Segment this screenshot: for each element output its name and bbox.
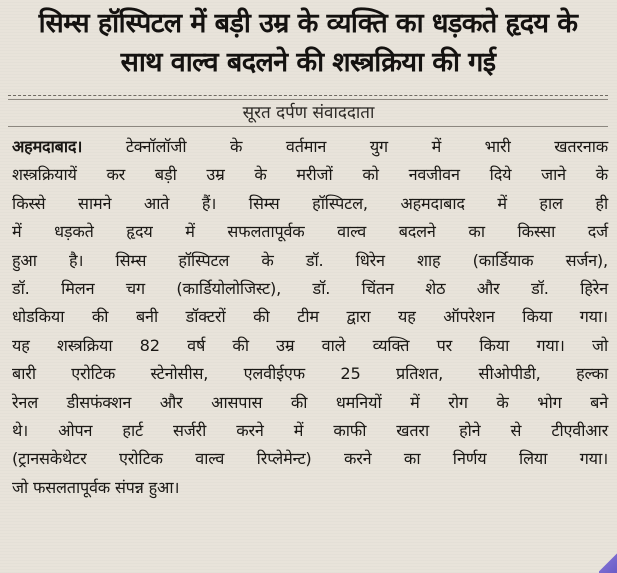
headline-line-1: सिम्स हॉस्पिटल में बड़ी उम्र के व्यक्ति का धड़कते हृदय के xyxy=(38,8,578,39)
rule-divider xyxy=(8,126,608,127)
article-line: धोडकिया की बनी डॉक्टरों की टीम द्वारा यह ऑपरेशन किया गया। xyxy=(12,307,608,327)
article-body xyxy=(12,133,608,502)
article-line: में धड़कते हृदय में सफलतापूर्वक वाल्व बदलने का किस्सा दर्ज xyxy=(12,222,608,242)
article-line-text: टेक्नॉलॉजी के वर्तमान युग में भारी खतरनाक xyxy=(82,137,608,156)
rule-divider xyxy=(8,99,608,100)
article-line: शस्त्रक्रियायें कर बड़ी उम्र के मरीजों को नवजीवन दिये जाने के xyxy=(12,165,608,185)
headline xyxy=(6,4,610,82)
article-line: (ट्रानसकेथेटर एरोटिक वाल्व रिप्लेमेन्ट) करने का निर्णय लिया गया। xyxy=(12,449,608,469)
headline-line-2: साथ वाल्व बदलने की शस्त्रक्रिया की गई xyxy=(120,47,496,78)
byline: सूरत दर्पण संवाददाता xyxy=(242,103,375,123)
article-line: किस्से सामने आते हैं। सिम्स हॉस्पिटल, अहमदाबाद में हाल ही xyxy=(12,193,608,213)
article-line: डॉ. मिलन चग (कार्डियोलोजिस्ट), डॉ. चिंतन शेठ और डॉ. हिरेन xyxy=(12,279,608,299)
page-corner-decoration xyxy=(599,547,617,573)
rule-divider xyxy=(8,95,608,96)
article-line: हुआ है। सिम्स हॉस्पिटल के डॉ. धिरेन शाह (कार्डियाक सर्जन), xyxy=(12,250,608,270)
article-line: जो फसलतापूर्वक संपन्न हुआ। xyxy=(12,477,180,497)
dateline: अहमदाबाद। xyxy=(12,137,83,156)
article-line: यह शस्त्रक्रिया 82 वर्ष की उम्र वाले व्यक्ति पर किया गया। जो xyxy=(12,335,608,355)
article-line: रेनल डीसफंक्शन और आसपास की धमनियों में रोग के भोग बने xyxy=(12,392,608,412)
article-line: बारी एरोटिक स्टेनोसीस, एलवीईएफ 25 प्रतिशत, सीओपीडी, हल्का xyxy=(12,364,608,384)
article-line xyxy=(12,133,608,161)
article-line: थे। ओपन हार्ट सर्जरी करने में काफी खतरा होने से टीएवीआर xyxy=(12,421,608,441)
